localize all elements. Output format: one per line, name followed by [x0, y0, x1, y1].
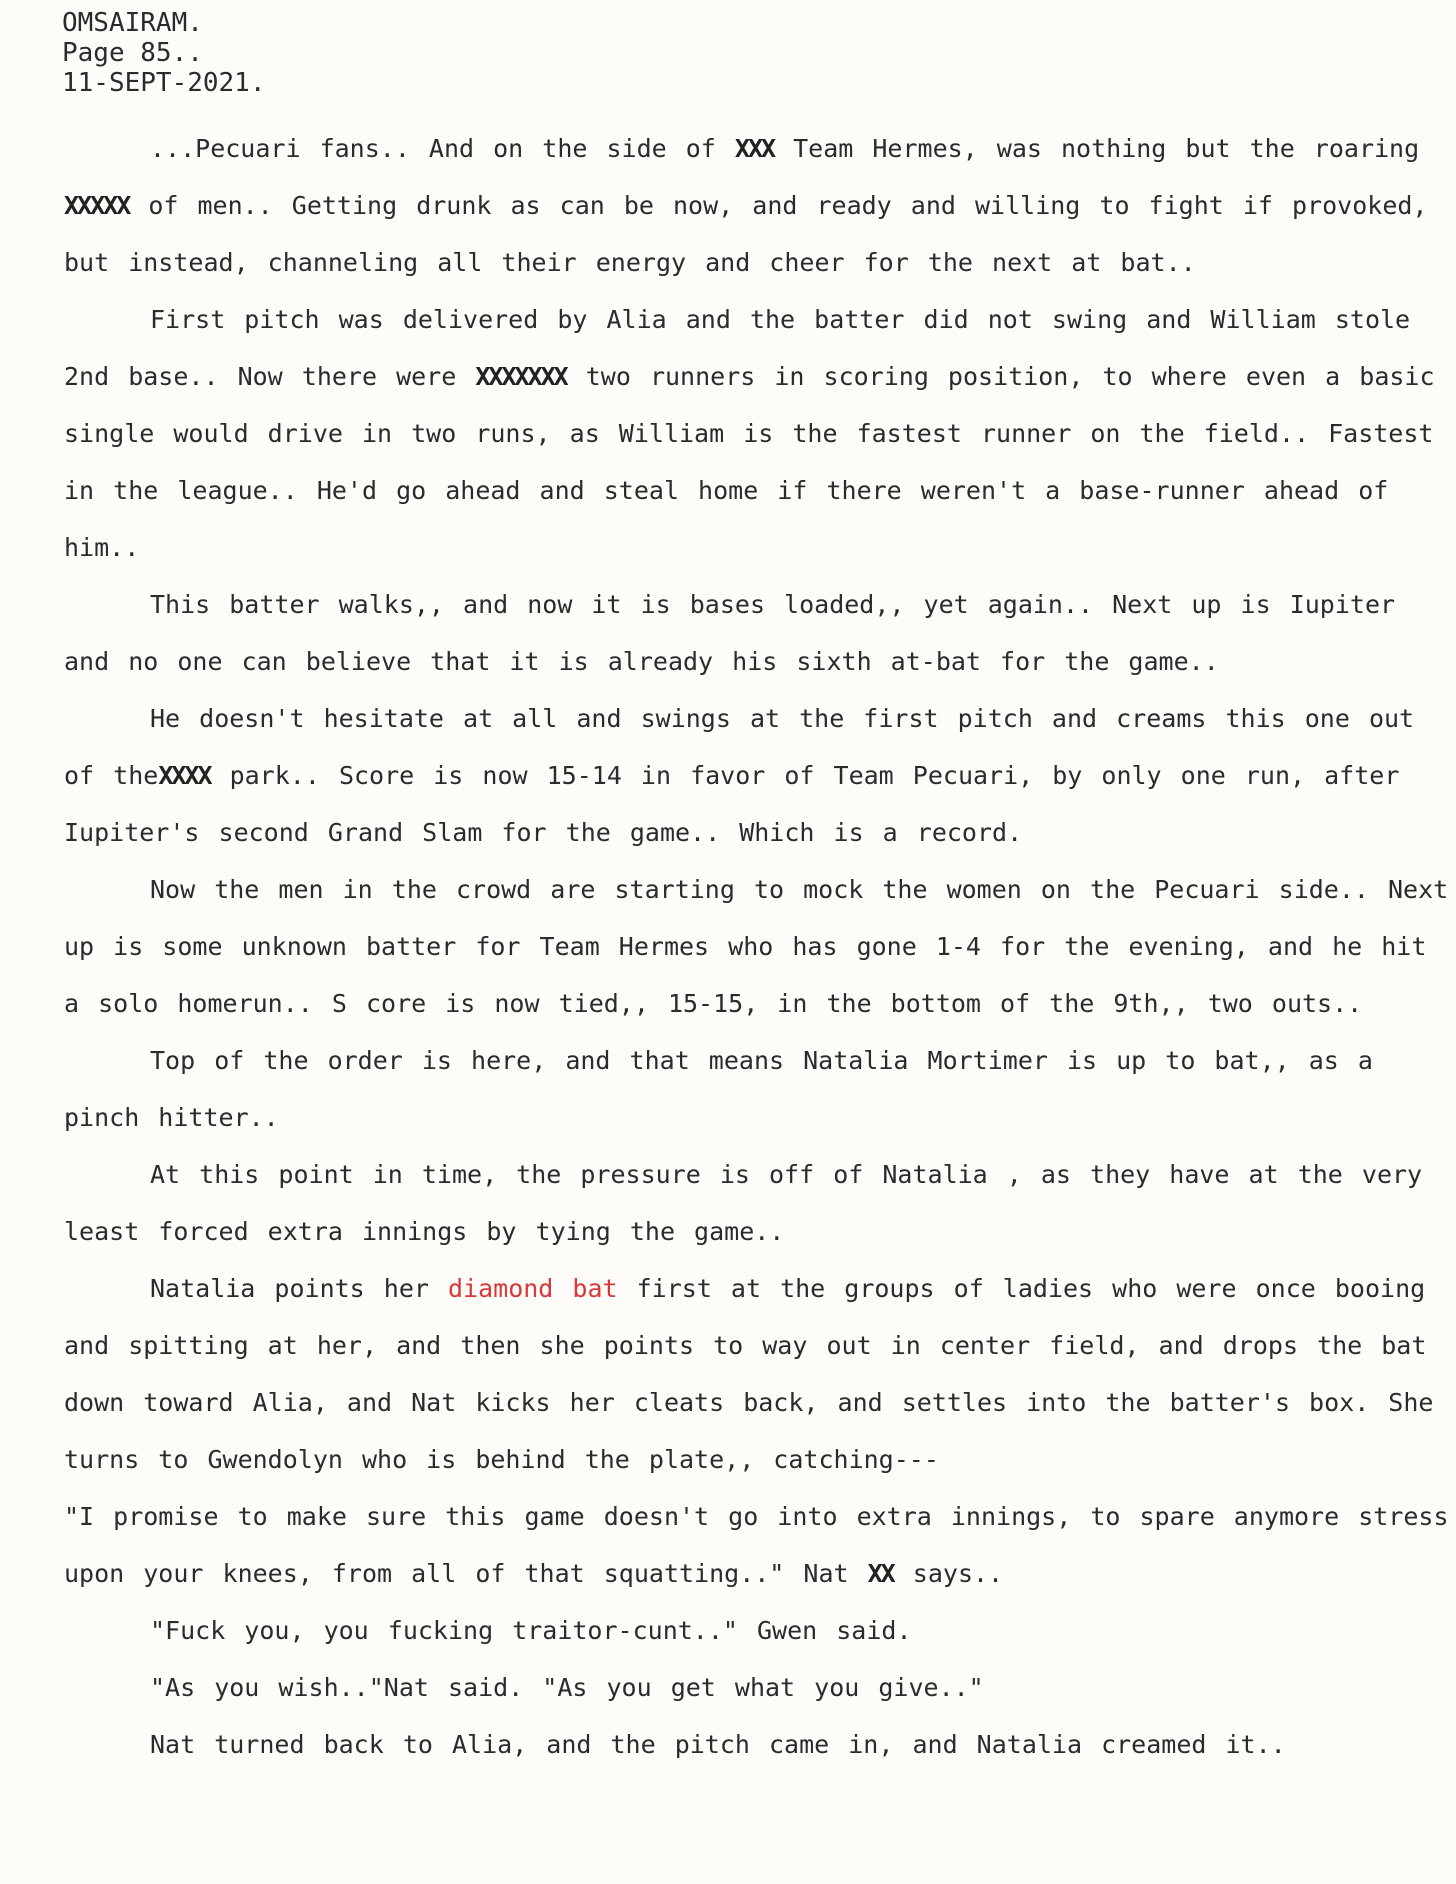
- paragraph-12: [64, 1716, 1452, 1773]
- header-date: 11-SEPT-2021.: [62, 68, 266, 98]
- paragraph-text: says..: [893, 1559, 1004, 1588]
- paragraph-text: "Fuck you, you fucking traitor-cunt.." Gwen said.: [150, 1616, 912, 1645]
- header-title: OMSAIRAM.: [62, 8, 203, 38]
- paragraph-text: Team Hermes, was nothing but the roaring: [774, 134, 1420, 163]
- paragraph-3: [64, 576, 1452, 690]
- paragraph-text: "I promise to make sure this game doesn't go into extra innings, to spare anymore stress upon your knees, from all of that squatting.." Nat: [64, 1502, 1449, 1588]
- paragraph-text: park.. Score is now 15-14 in favor of Team Pecuari, by only one run, after Iupiter's second Grand Slam for the game.. Which is a record.: [64, 761, 1400, 847]
- paragraph-10: [64, 1602, 1452, 1659]
- struck-out-text: XX: [867, 1559, 894, 1588]
- struck-out-text: XXXXXXX: [475, 362, 567, 391]
- page-header: [62, 8, 266, 98]
- paragraph-text: first at the groups of ladies who were once booing and spitting at her, and then she points to way out in center field, and drops the bat down toward Alia, and Nat kicks her cleats back, and settles into the batter's box. She turns to Gwendolyn who is behind the plate,, catching---: [64, 1274, 1434, 1474]
- paragraph-text: Nat turned back to Alia, and the pitch came in, and Natalia creamed it..: [150, 1730, 1286, 1759]
- paragraph-2: [64, 291, 1452, 576]
- paragraph-text: "As you wish.."Nat said. "As you get what you give..": [150, 1673, 984, 1702]
- paragraph-7: [64, 1146, 1452, 1260]
- paragraph-text: ...Pecuari fans.. And on the side of: [150, 134, 735, 163]
- paragraph-text: Now the men in the crowd are starting to mock the women on the Pecuari side.. Next up is some unknown batter for Team Hermes who has gone 1-4 for the evening, and he hit a solo homerun.. S core is now tied,, 15-15, in the bottom of the 9th,, two outs..: [64, 875, 1449, 1018]
- paragraph-4: [64, 690, 1452, 861]
- paragraph-1: [64, 120, 1452, 291]
- paragraph-text: At this point in time, the pressure is off of Natalia , as they have at the very least forced extra innings by tying the game..: [64, 1160, 1423, 1246]
- struck-out-text: XXXX: [158, 761, 211, 790]
- paragraph-text: Top of the order is here, and that means Natalia Mortimer is up to bat,, as a pinch hitter..: [64, 1046, 1373, 1132]
- paragraph-6: [64, 1032, 1452, 1146]
- highlighted-text: diamond bat: [447, 1274, 618, 1303]
- paragraph-text: Natalia points her: [150, 1274, 448, 1303]
- page-body: [64, 120, 1452, 1773]
- paragraph-text: This batter walks,, and now it is bases loaded,, yet again.. Next up is Iupiter and no one can believe that it is already his sixth at-bat for the game..: [64, 590, 1396, 676]
- paragraph-text: First pitch was delivered by Alia and the batter did not swing and William stole 2nd base.. Now there were: [64, 305, 1411, 391]
- struck-out-text: XXX: [734, 134, 775, 163]
- paragraph-text: of men.. Getting drunk as can be now, and ready and willing to fight if provoked, but instead, channeling all their energy and cheer for the next at bat..: [64, 191, 1428, 277]
- struck-out-text: XXXXX: [64, 191, 130, 220]
- paragraph-5: [64, 861, 1452, 1032]
- paragraph-11: [64, 1659, 1452, 1716]
- paragraph-text: two runners in scoring position, to where even a basic single would drive in two runs, as William is the fastest runner on the field.. Fastest in the league.. He'd go ahead and steal home if there weren't a base-runner ahead of him..: [64, 362, 1435, 562]
- header-page-number: Page 85..: [62, 38, 203, 68]
- paragraph-8: [64, 1260, 1452, 1488]
- paragraph-text: He doesn't hesitate at all and swings at the first pitch and creams this one out of the: [64, 704, 1415, 790]
- paragraph-9: [64, 1488, 1452, 1602]
